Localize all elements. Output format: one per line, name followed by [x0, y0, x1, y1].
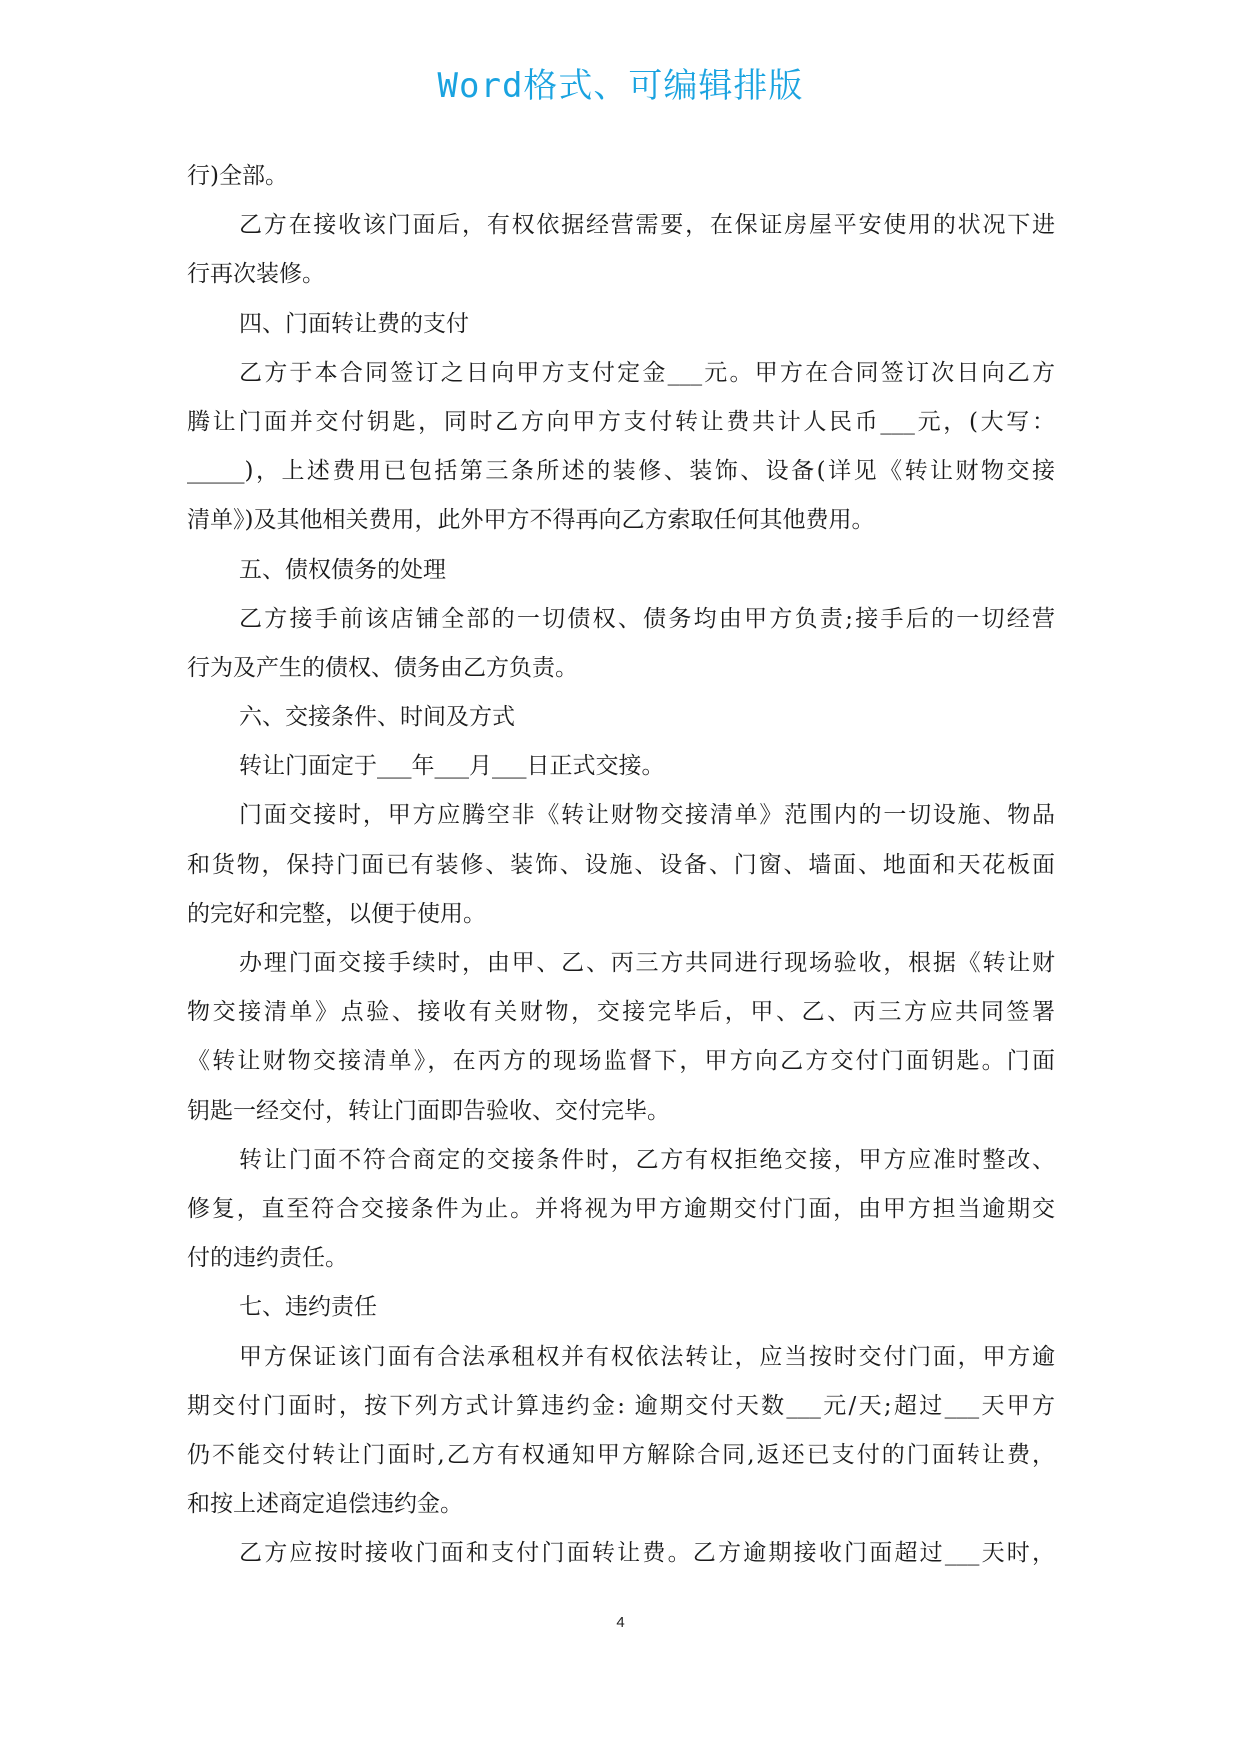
text-line: 仍不能交付转让门面时,乙方有权通知甲方解除合同,返还已支付的门面转让费，	[187, 1441, 1055, 1468]
text-line: 清单》)及其他相关费用，此外甲方不得再向乙方索取任何其他费用。	[187, 507, 875, 534]
text-line: 六、交接条件、时间及方式	[239, 704, 515, 731]
text-line: 乙方接手前该店铺全部的一切债权、债务均由甲方负责;接手后的一切经营	[239, 605, 1055, 632]
text-line: 行)全部。	[187, 163, 288, 189]
document-body	[187, 152, 1055, 1578]
text-line: 转让门面不符合商定的交接条件时，乙方有权拒绝交接，甲方应准时整改、	[239, 1146, 1055, 1173]
text-line: 的完好和完整，以便于使用。	[187, 900, 486, 927]
document-header-title: Word格式、可编辑排版	[437, 66, 804, 106]
text-line: 修复，直至符合交接条件为止。并将视为甲方逾期交付门面，由甲方担当逾期交	[187, 1195, 1055, 1222]
text-line: 乙方于本合同签订之日向甲方支付定金___元。甲方在合同签订次日向乙方	[239, 359, 1055, 386]
text-line: 转让门面定于___年___月___日正式交接。	[239, 753, 665, 780]
text-line: 付的违约责任。	[187, 1245, 348, 1272]
page-number: 4	[616, 1614, 625, 1631]
text-line: 《转让财物交接清单》，在丙方的现场监督下，甲方向乙方交付门面钥匙。门面	[187, 1048, 1055, 1075]
text-line: 和按上述商定追偿违约金。	[187, 1491, 463, 1518]
text-line: 七、违约责任	[239, 1294, 377, 1321]
text-line: 四、门面转让费的支付	[239, 310, 469, 337]
text-line: 钥匙一经交付，转让门面即告验收、交付完毕。	[187, 1097, 670, 1124]
text-line: 乙方应按时接收门面和支付门面转让费。乙方逾期接收门面超过___天时，	[239, 1540, 1055, 1567]
text-line: 行为及产生的债权、债务由乙方负责。	[187, 654, 578, 681]
text-line: 和货物，保持门面已有装修、装饰、设施、设备、门窗、墙面、地面和天花板面	[187, 851, 1055, 878]
text-line: _____)，上述费用已包括第三条所述的装修、装饰、设备(详见《转让财物交接	[187, 458, 1055, 485]
text-line: 门面交接时，甲方应腾空非《转让财物交接清单》范围内的一切设施、物品	[239, 802, 1055, 829]
text-line: 物交接清单》点验、接收有关财物，交接完毕后，甲、乙、丙三方应共同签署	[187, 999, 1055, 1026]
text-line: 办理门面交接手续时，由甲、乙、丙三方共同进行现场验收，根据《转让财	[239, 950, 1055, 976]
text-line: 腾让门面并交付钥匙，同时乙方向甲方支付转让费共计人民币___元，(大写：	[187, 408, 1055, 435]
text-line: 乙方在接收该门面后，有权依据经营需要，在保证房屋平安使用的状况下进	[239, 212, 1055, 239]
text-line: 甲方保证该门面有合法承租权并有权依法转让，应当按时交付门面，甲方逾	[239, 1343, 1055, 1370]
text-line: 行再次装修。	[187, 261, 325, 288]
text-line: 期交付门面时，按下列方式计算违约金: 逾期交付天数___元/天;超过___天甲方	[187, 1392, 1055, 1419]
text-line: 五、债权债务的处理	[239, 556, 446, 583]
